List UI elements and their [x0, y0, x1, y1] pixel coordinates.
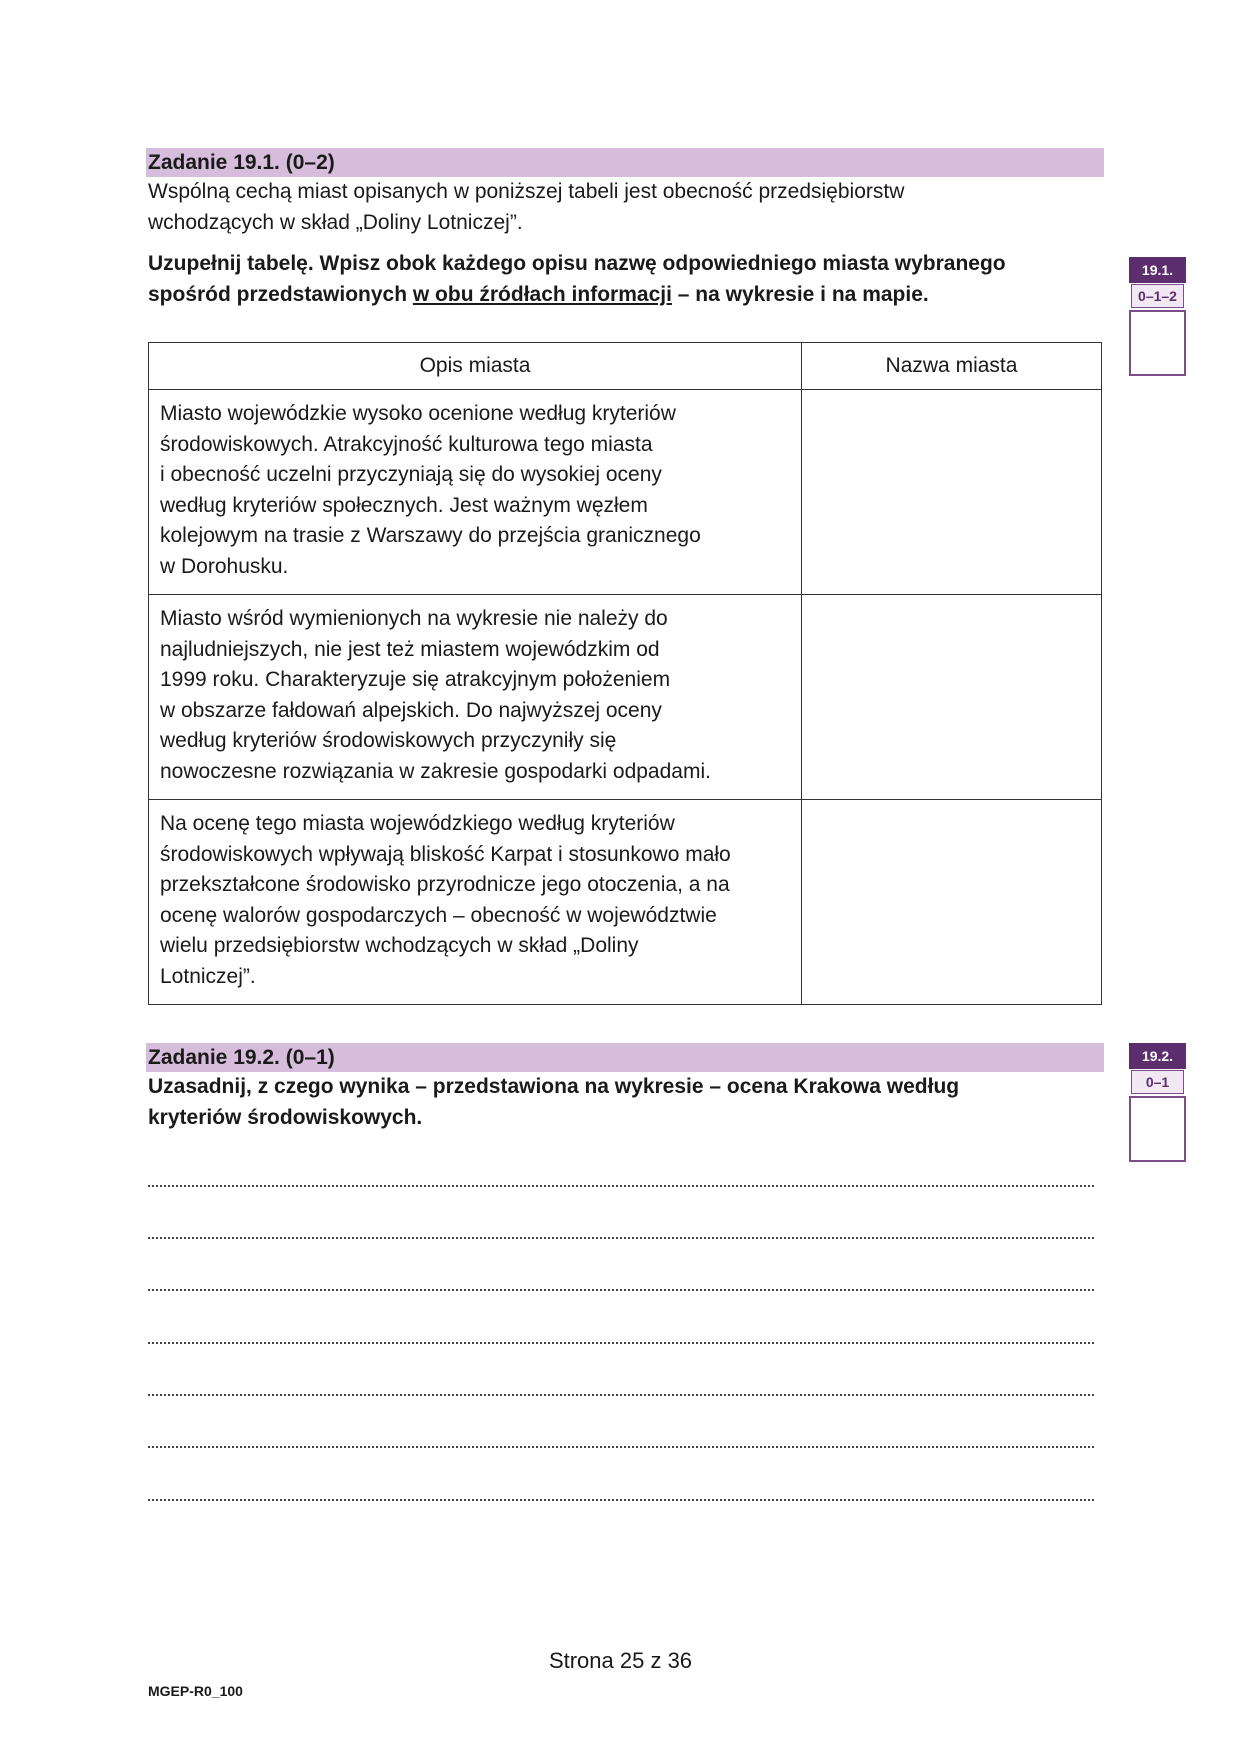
description-line: najludniejszych, nie jest też miastem wojewódzkim od — [160, 637, 660, 661]
instruction-line-1: Uzasadnij, z czego wynika – przedstawiona na wykresie – ocena Krakowa według — [148, 1075, 960, 1098]
description-line: w Dorohusku. — [160, 554, 289, 578]
score-label: 19.1. — [1129, 257, 1186, 283]
answer-table — [148, 342, 1102, 1005]
city-name-answer[interactable] — [802, 595, 1102, 800]
score-label: 19.2. — [1129, 1043, 1186, 1069]
description-line: kolejowym na trasie z Warszawy do przejścia granicznego — [160, 524, 701, 547]
table-row — [149, 800, 1102, 1005]
score-range: 0–1 — [1131, 1070, 1184, 1094]
task-19-1-intro — [148, 177, 904, 238]
description-line: ocenę walorów gospodarczych – obecność w województwie — [160, 903, 717, 927]
score-range: 0–1–2 — [1131, 284, 1184, 308]
instruction-text: spośród przedstawionych — [148, 282, 413, 306]
page-number: Strona 25 z 36 — [548, 1648, 693, 1673]
description-line: w obszarze fałdowań alpejskich. Do najwyższej oceny — [160, 698, 662, 722]
table-row — [149, 390, 1102, 595]
instruction-emphasis: w obu źródłach informacji — [412, 282, 672, 306]
instruction-line-2 — [148, 280, 1006, 311]
table-header-row — [149, 343, 1102, 390]
column-header-description: Opis miasta — [149, 343, 802, 390]
description-cell — [149, 595, 802, 800]
description-cell — [149, 800, 802, 1005]
answer-line[interactable] — [148, 1394, 1094, 1396]
task-19-1-instruction — [148, 249, 1006, 310]
description-line: Miasto wojewódzkie wysoko ocenione według kryteriów — [160, 402, 676, 425]
intro-line-1: Wspólną cechą miast opisanych w poniższej tabeli jest obecność przedsiębiorstw — [148, 180, 905, 203]
instruction-text-end: – na wykresie i na mapie. — [671, 282, 929, 306]
score-field[interactable] — [1129, 1096, 1186, 1162]
description-line: środowiskowych wpływają bliskość Karpat i stosunkowo mało — [160, 842, 731, 866]
description-line: nowoczesne rozwiązania w zakresie gospodarki odpadami. — [160, 759, 711, 783]
description-line: Miasto wśród wymienionych na wykresie nie należy do — [160, 607, 668, 630]
task-19-1-header: Zadanie 19.1. (0–2) — [146, 148, 1104, 177]
answer-line[interactable] — [148, 1237, 1094, 1239]
score-box-19-1 — [1129, 257, 1186, 376]
description-line: przekształcone środowisko przyrodnicze jego otoczenia, a na — [160, 873, 730, 896]
answer-line[interactable] — [148, 1499, 1094, 1501]
task-19-2-header: Zadanie 19.2. (0–1) — [146, 1043, 1104, 1072]
city-name-answer[interactable] — [802, 800, 1102, 1005]
task-19-2-instruction — [148, 1072, 959, 1133]
intro-line-2: wchodzących w skład „Doliny Lotniczej”. — [148, 210, 523, 234]
description-line: według kryteriów społecznych. Jest ważnym węzłem — [160, 493, 648, 517]
answer-line[interactable] — [148, 1289, 1094, 1291]
description-line: 1999 roku. Charakteryzuje się atrakcyjnym położeniem — [160, 668, 671, 691]
answer-line[interactable] — [148, 1185, 1094, 1187]
answer-line[interactable] — [148, 1342, 1094, 1344]
instruction-line-2: kryteriów środowiskowych. — [148, 1105, 423, 1129]
description-line: Na ocenę tego miasta wojewódzkiego według kryteriów — [160, 812, 675, 835]
score-box-19-2 — [1129, 1043, 1186, 1162]
column-header-name: Nazwa miasta — [802, 343, 1102, 390]
description-line: Lotniczej”. — [160, 964, 256, 988]
description-line: według kryteriów środowiskowych przyczyniły się — [160, 729, 617, 752]
description-cell — [149, 390, 802, 595]
instruction-line-1: Uzupełnij tabelę. Wpisz obok każdego opisu nazwę odpowiedniego miasta wybranego — [148, 252, 1006, 275]
city-name-answer[interactable] — [802, 390, 1102, 595]
table-row — [149, 595, 1102, 800]
description-line: i obecność uczelni przyczyniają się do wysokiej oceny — [160, 463, 662, 486]
answer-line[interactable] — [148, 1446, 1094, 1448]
score-field[interactable] — [1129, 310, 1186, 376]
description-line: środowiskowych. Atrakcyjność kulturowa tego miasta — [160, 432, 653, 456]
description-line: wielu przedsiębiorstw wchodzących w skład „Doliny — [160, 934, 639, 957]
exam-code: MGEP-R0_100 — [148, 1683, 243, 1699]
